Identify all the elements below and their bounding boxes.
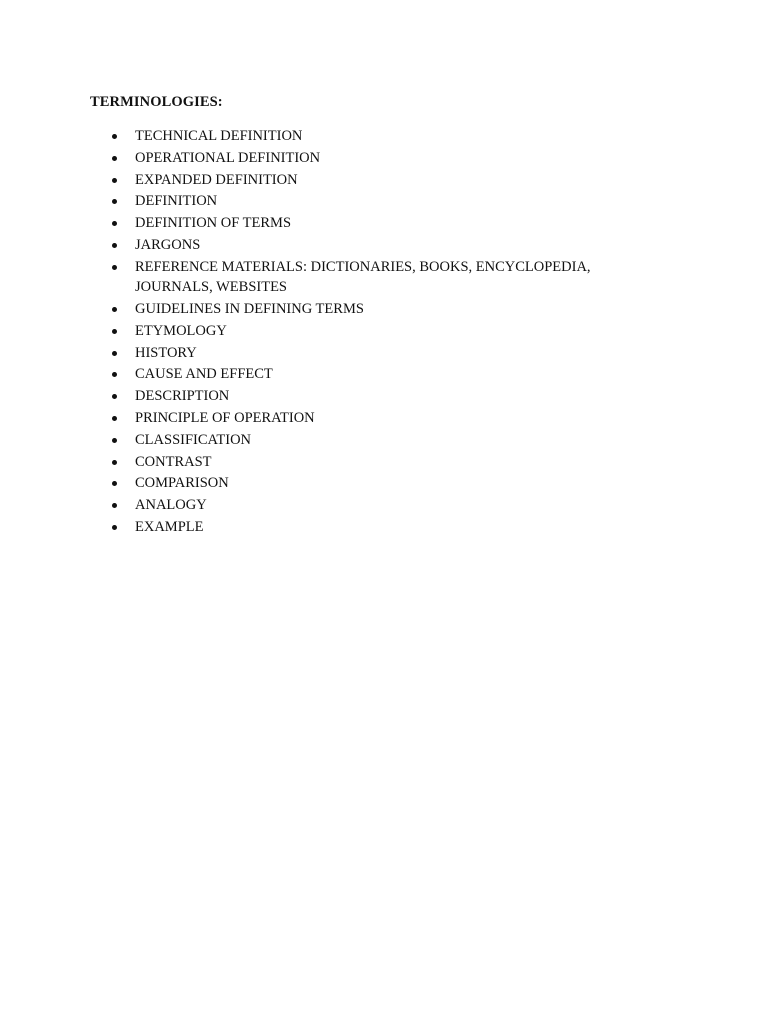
list-item (110, 148, 670, 169)
list-item (110, 452, 670, 473)
bullet-icon (112, 199, 117, 204)
list-item-text: COMPARISON (135, 475, 229, 492)
terminology-list (110, 126, 670, 539)
list-item (110, 257, 670, 298)
bullet-icon (112, 307, 117, 312)
list-item-text: ANALOGY (135, 497, 207, 514)
bullet-icon (112, 221, 117, 226)
list-item-text: ETYMOLOGY (135, 322, 227, 339)
bullet-icon (112, 503, 117, 508)
list-item (110, 517, 670, 538)
bullet-icon (112, 394, 117, 399)
list-item (110, 213, 670, 234)
list-item (110, 126, 670, 147)
list-item-text: GUIDELINES IN DEFINING TERMS (135, 301, 364, 318)
bullet-icon (112, 134, 117, 139)
list-item-text: TECHNICAL DEFINITION (135, 128, 303, 144)
list-item-text: DESCRIPTION (135, 388, 230, 405)
list-item-text: EXPANDED DEFINITION (135, 171, 298, 188)
list-item-text: PRINCIPLE OF OPERATION (135, 410, 315, 427)
bullet-icon (112, 416, 117, 421)
bullet-icon (112, 265, 117, 270)
list-item-text: OPERATIONAL DEFINITION (135, 149, 321, 166)
list-item-text: CONTRAST (135, 453, 212, 470)
bullet-icon (112, 329, 117, 334)
list-item-text: CLASSIFICATION (135, 431, 252, 448)
bullet-icon (112, 525, 117, 530)
list-item (110, 430, 670, 451)
list-item (110, 386, 670, 407)
list-item (110, 343, 670, 364)
list-item-text: CAUSE AND EFFECT (135, 366, 273, 383)
list-item (110, 364, 670, 385)
bullet-icon (112, 243, 117, 248)
list-item-text: JARGONS (135, 236, 201, 253)
bullet-icon (112, 460, 117, 465)
list-item-text: HISTORY (135, 344, 197, 361)
list-item (110, 473, 670, 494)
list-item (110, 170, 670, 191)
list-item (110, 408, 670, 429)
list-item-text: REFERENCE MATERIALS: DICTIONARIES, BOOKS, ENCYCLOPEDIA, JOURNALS, WEBSITES (135, 258, 591, 296)
list-item-text: EXAMPLE (135, 519, 204, 536)
section-heading: TERMINOLOGIES: (90, 94, 223, 110)
list-item-text: DEFINITION OF TERMS (135, 215, 292, 232)
bullet-icon (112, 438, 117, 443)
bullet-icon (112, 351, 117, 356)
list-item-text: DEFINITION (135, 193, 218, 210)
list-item (110, 495, 670, 516)
list-item (110, 235, 670, 256)
list-item (110, 299, 670, 320)
bullet-icon (112, 481, 117, 486)
list-item (110, 321, 670, 342)
bullet-icon (112, 178, 117, 183)
bullet-icon (112, 156, 117, 161)
bullet-icon (112, 372, 117, 377)
list-item (110, 191, 670, 212)
